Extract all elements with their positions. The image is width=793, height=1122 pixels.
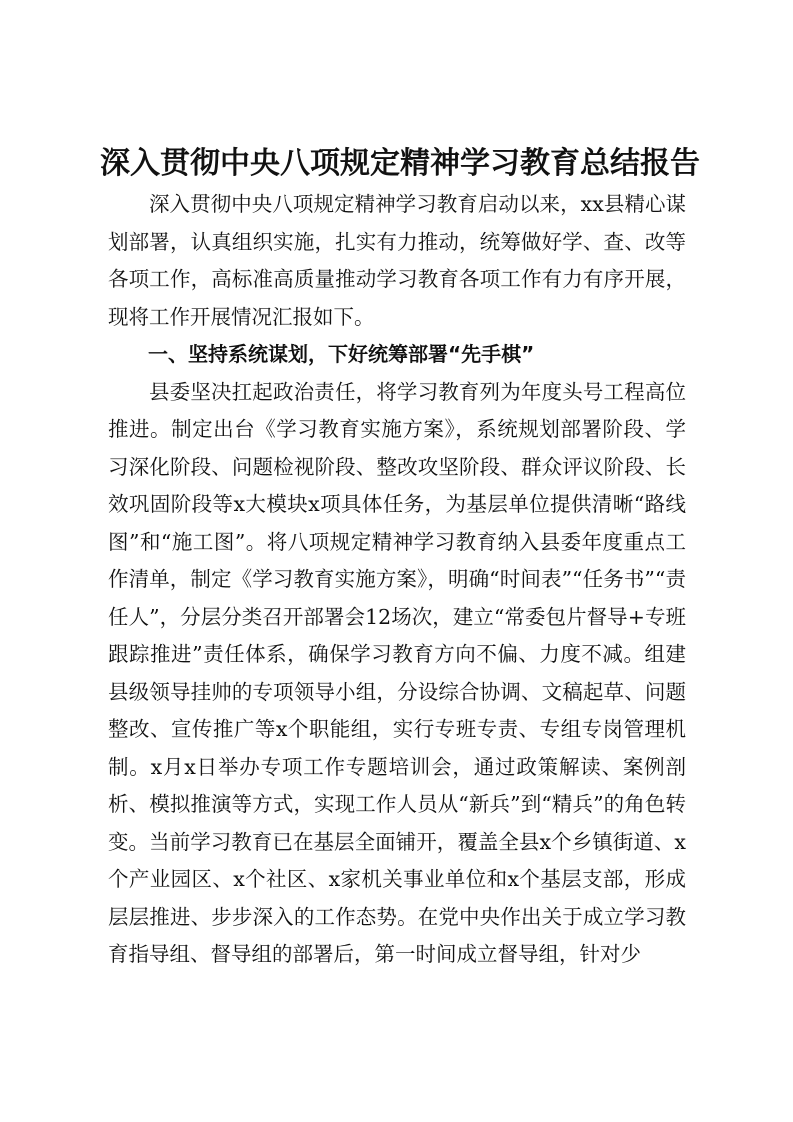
document-title: 深入贯彻中央八项规定精神学习教育总结报告 bbox=[100, 146, 700, 181]
section-1-heading: 一、坚持系统谋划，下好统筹部署“先手棋” bbox=[148, 342, 535, 366]
document-body bbox=[108, 186, 686, 974]
section-1-paragraph: 县委坚决扛起政治责任，将学习教育列为年度头号工程高位推进。制定出台《学习教育实施方案》，系统规划部署阶段、学习深化阶段、问题检视阶段、整改攻坚阶段、群众评议阶段、长效巩固阶段等x大模块x项具体任务，为基层单位提供清晰“路线图”和“施工图”。将八项规定精神学习教育纳入县委年度重点工作清单，制定《学习教育实施方案》，明确“时间表”“任务书”“责任人”，分层分类召开部署会12场次，建立“常委包片督导+专班跟踪推进”责任体系，确保学习教育方向不偏、力度不减。组建县级领导挂帅的专项领导小组，分设综合协调、文稿起草、问题整改、宣传推广等x个职能组，实行专班专责、专组专岗管理机制。x月x日举办专项工作专题培训会，通过政策解读、案例剖析、模拟推演等方式，实现工作人员从“新兵”到“精兵”的角色转变。当前学习教育已在基层全面铺开，覆盖全县x个乡镇街道、x个产业园区、x个社区、x家机关事业单位和x个基层支部，形成层层推进、步步深入的工作态势。在党中央作出关于成立学习教育指导组、督导组的部署后，第一时间成立督导组，针对少 bbox=[108, 379, 686, 966]
intro-paragraph: 深入贯彻中央八项规定精神学习教育启动以来，xx县精心谋划部署，认真组织实施，扎实有力推动，统筹做好学、查、改等各项工作，高标准高质量推动学习教育各项工作有力有序开展，现将工作开展情况汇报如下。 bbox=[108, 192, 686, 329]
